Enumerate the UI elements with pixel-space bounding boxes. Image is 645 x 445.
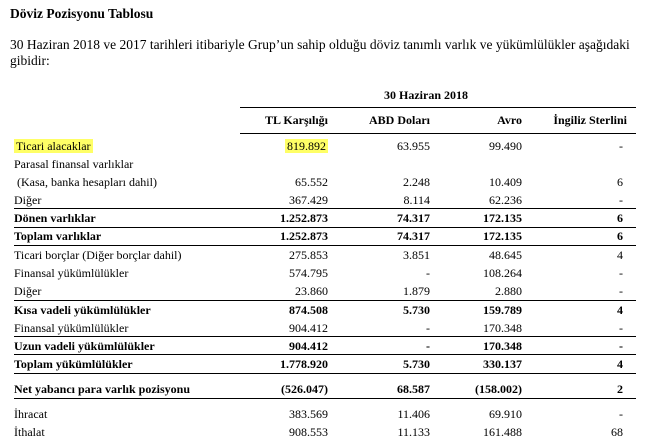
eur-value: 330.137 bbox=[483, 357, 522, 371]
eur-value: 10.409 bbox=[489, 175, 522, 189]
usd-value: 63.955 bbox=[397, 139, 430, 153]
gbp-value: 6 bbox=[617, 211, 623, 225]
header-rule bbox=[240, 133, 636, 134]
gbp-value: - bbox=[619, 266, 623, 280]
row-label: İhracat bbox=[14, 407, 48, 421]
row-label: Diğer bbox=[14, 193, 42, 207]
column-header-usd: ABD Doları bbox=[369, 113, 430, 127]
table-row bbox=[0, 337, 645, 355]
usd-value: 2.248 bbox=[403, 175, 430, 189]
tl-value: 1.252.873 bbox=[280, 229, 328, 243]
highlight: 819.892 bbox=[287, 139, 326, 153]
gbp-value: 6 bbox=[617, 175, 623, 189]
eur-value: 62.236 bbox=[489, 193, 522, 207]
row-label bbox=[14, 137, 93, 155]
gbp-value: 4 bbox=[617, 357, 623, 371]
usd-value: 5.730 bbox=[403, 303, 430, 317]
usd-value: 74.317 bbox=[397, 211, 430, 225]
table-row bbox=[0, 355, 645, 373]
table-row bbox=[0, 264, 645, 282]
eur-value: 170.348 bbox=[483, 321, 522, 335]
highlight: Ticari alacaklar bbox=[16, 139, 91, 153]
usd-value: - bbox=[426, 266, 430, 280]
column-header-eur: Avro bbox=[497, 113, 522, 127]
table-row bbox=[0, 246, 645, 264]
eur-value: 161.488 bbox=[483, 425, 522, 439]
tl-value: 574.795 bbox=[289, 266, 328, 280]
gbp-value: 4 bbox=[617, 248, 623, 262]
row-label: (Kasa, banka hesapları dahil) bbox=[17, 175, 157, 189]
eur-value: 69.910 bbox=[489, 407, 522, 421]
row-label: İthalat bbox=[14, 425, 45, 439]
usd-value: 5.730 bbox=[403, 357, 430, 371]
table-row bbox=[0, 319, 645, 337]
row-label: Parasal finansal varlıklar bbox=[14, 157, 134, 171]
tl-value: 874.508 bbox=[289, 303, 328, 317]
tl-value: 383.569 bbox=[289, 407, 328, 421]
row-label: Finansal yükümlülükler bbox=[14, 321, 129, 335]
tl-value: 65.552 bbox=[295, 175, 328, 189]
gbp-value: - bbox=[619, 339, 623, 353]
row-label: Dönen varlıklar bbox=[14, 211, 96, 225]
table-row bbox=[0, 227, 645, 245]
tl-value bbox=[285, 137, 328, 155]
usd-value: 1.879 bbox=[403, 284, 430, 298]
gbp-value: 68 bbox=[611, 425, 623, 439]
tl-value: (526.047) bbox=[281, 382, 328, 396]
column-header-gbp: İngiliz Sterlini bbox=[553, 113, 627, 127]
gbp-value: 6 bbox=[617, 229, 623, 243]
column-header-tl: TL Karşılığı bbox=[264, 113, 328, 127]
usd-value: - bbox=[426, 321, 430, 335]
eur-value: 108.264 bbox=[483, 266, 522, 280]
usd-value: 74.317 bbox=[397, 229, 430, 243]
eur-value: 172.135 bbox=[483, 211, 522, 225]
table-row bbox=[0, 173, 645, 191]
gbp-value: - bbox=[619, 139, 623, 153]
eur-value: (158.002) bbox=[475, 382, 522, 396]
row-label: Uzun vadeli yükümlülükler bbox=[14, 339, 155, 353]
period-rule bbox=[240, 107, 636, 108]
table-row bbox=[0, 301, 645, 319]
row-label: Ticari borçlar (Diğer borçlar dahil) bbox=[14, 248, 182, 262]
tl-value: 904.412 bbox=[289, 321, 328, 335]
usd-value: 8.114 bbox=[403, 193, 430, 207]
tl-value: 1.252.873 bbox=[280, 211, 328, 225]
column-header-row bbox=[0, 113, 645, 135]
row-label: Finansal yükümlülükler bbox=[14, 266, 129, 280]
period-label: 30 Haziran 2018 bbox=[384, 88, 468, 102]
row-rule bbox=[14, 373, 636, 374]
eur-value: 172.135 bbox=[483, 229, 522, 243]
usd-value: 11.406 bbox=[397, 407, 430, 421]
eur-value: 159.789 bbox=[483, 303, 522, 317]
gbp-value: 4 bbox=[617, 303, 623, 317]
row-label: Toplam yükümlülükler bbox=[14, 357, 133, 371]
tl-value: 1.778.920 bbox=[280, 357, 328, 371]
table-row bbox=[0, 209, 645, 227]
gbp-value: - bbox=[619, 193, 623, 207]
tl-value: 367.429 bbox=[289, 193, 328, 207]
tl-value: 904.412 bbox=[289, 339, 328, 353]
tl-value: 23.860 bbox=[295, 284, 328, 298]
page-title: Döviz Pozisyonu Tablosu bbox=[10, 6, 154, 21]
usd-value: 11.133 bbox=[397, 425, 430, 439]
table-row bbox=[0, 405, 645, 423]
row-label: Toplam varlıklar bbox=[14, 229, 102, 243]
eur-value: 48.645 bbox=[489, 248, 522, 262]
table-row bbox=[0, 137, 645, 155]
gbp-value: 2 bbox=[617, 382, 623, 396]
intro-paragraph: 30 Haziran 2018 ve 2017 tarihleri itibariyle Grup’un sahip olduğu döviz tanımlı varlık ve yükümlülükler aşağıdaki gibidir: bbox=[10, 37, 630, 68]
row-rule bbox=[14, 398, 636, 399]
gbp-value: - bbox=[619, 321, 623, 335]
eur-value: 99.490 bbox=[489, 139, 522, 153]
table-row bbox=[0, 155, 645, 173]
row-label: Diğer bbox=[14, 284, 42, 298]
usd-value: - bbox=[426, 339, 430, 353]
tl-value: 908.553 bbox=[289, 425, 328, 439]
table-row bbox=[0, 282, 645, 300]
period-header bbox=[230, 88, 641, 108]
eur-value: 2.880 bbox=[495, 284, 522, 298]
tl-value: 275.853 bbox=[289, 248, 328, 262]
table-row bbox=[0, 380, 645, 398]
table-row bbox=[0, 423, 645, 441]
usd-value: 68.587 bbox=[397, 382, 430, 396]
eur-value: 170.348 bbox=[483, 339, 522, 353]
table-row bbox=[0, 191, 645, 209]
gbp-value: - bbox=[619, 284, 623, 298]
usd-value: 3.851 bbox=[403, 248, 430, 262]
row-label: Kısa vadeli yükümlülükler bbox=[14, 303, 151, 317]
gbp-value: - bbox=[619, 407, 623, 421]
row-label: Net yabancı para varlık pozisyonu bbox=[14, 382, 191, 396]
